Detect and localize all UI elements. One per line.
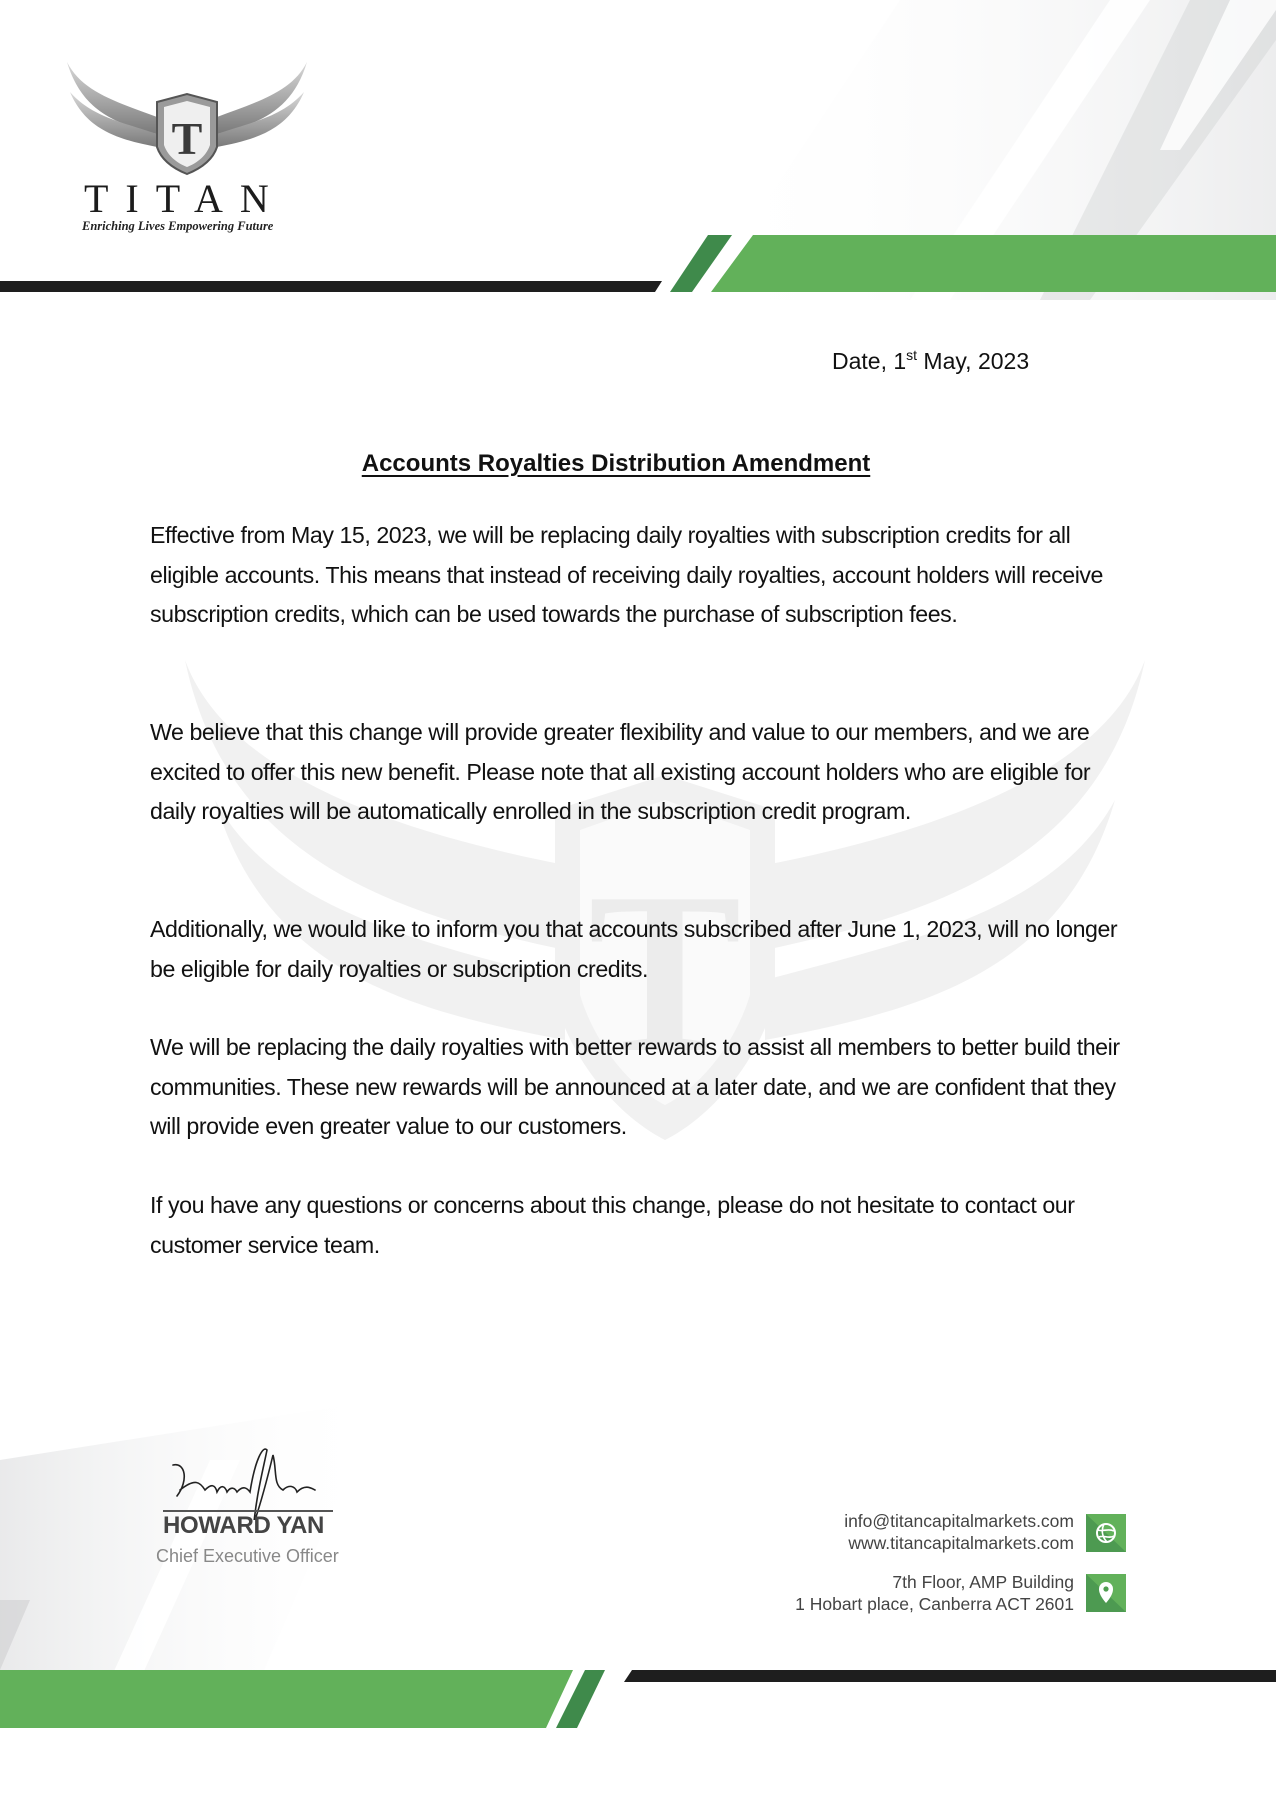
contact-email[interactable]: info@titancapitalmarkets.com	[844, 1511, 1074, 1531]
signatory-name: HOWARD YAN	[163, 1512, 325, 1539]
location-pin-icon	[1086, 1574, 1126, 1612]
footer-stripe	[0, 1665, 1276, 1735]
date-month-year: May, 2023	[917, 348, 1030, 374]
signature-block	[155, 1440, 355, 1580]
svg-text:T: T	[171, 113, 203, 164]
svg-text:T: T	[588, 845, 742, 1100]
titan-logo	[62, 62, 312, 238]
globe-icon	[1086, 1514, 1126, 1552]
address-line-1: 7th Floor, AMP Building	[892, 1572, 1074, 1592]
signatory-role: Chief Executive Officer	[156, 1546, 339, 1566]
address-line-2: 1 Hobart place, Canberra ACT 2601	[795, 1594, 1074, 1614]
body-paragraph-4: We will be replacing the daily royalties with better rewards to assist all members to better build their communities. These new rewards will be announced at a later date, and we are confident that they will provide even greater value to our customers.	[150, 1034, 1120, 1139]
letter-date	[832, 348, 1029, 375]
logo-wordmark: TITAN	[84, 176, 286, 221]
contact-web-block	[844, 1510, 1074, 1554]
handwritten-signature-icon	[155, 1440, 355, 1520]
contact-website[interactable]: www.titancapitalmarkets.com	[848, 1533, 1074, 1553]
body-paragraph-3: Additionally, we would like to inform you that accounts subscribed after June 1, 2023, will no longer be eligible for daily royalties or subscription credits.	[150, 916, 1118, 982]
contact-address-block	[795, 1571, 1074, 1615]
header-stripe	[0, 230, 1276, 300]
body-paragraph-1: Effective from May 15, 2023, we will be replacing daily royalties with subscription credits for all eligible accounts. This means that instead of receiving daily royalties, account holders will receive subscription credits, which can be used towards the purchase of subscription fees.	[150, 522, 1103, 627]
date-ordinal-suffix: st	[906, 347, 918, 363]
letter-title: Accounts Royalties Distribution Amendment	[361, 450, 871, 477]
winged-shield-emblem-icon	[62, 62, 312, 177]
date-day: Date, 1	[832, 348, 907, 374]
body-paragraph-5: If you have any questions or concerns about this change, please do not hesitate to contact our customer service team.	[150, 1192, 1075, 1258]
logo-tagline: Enriching Lives Empowering Future	[82, 219, 274, 233]
body-paragraph-2: We believe that this change will provide greater flexibility and value to our members, and we are excited to offer this new benefit. Please note that all existing account holders who are eligible for daily royalties will be automatically enrolled in the subscription credit program.	[150, 719, 1091, 824]
